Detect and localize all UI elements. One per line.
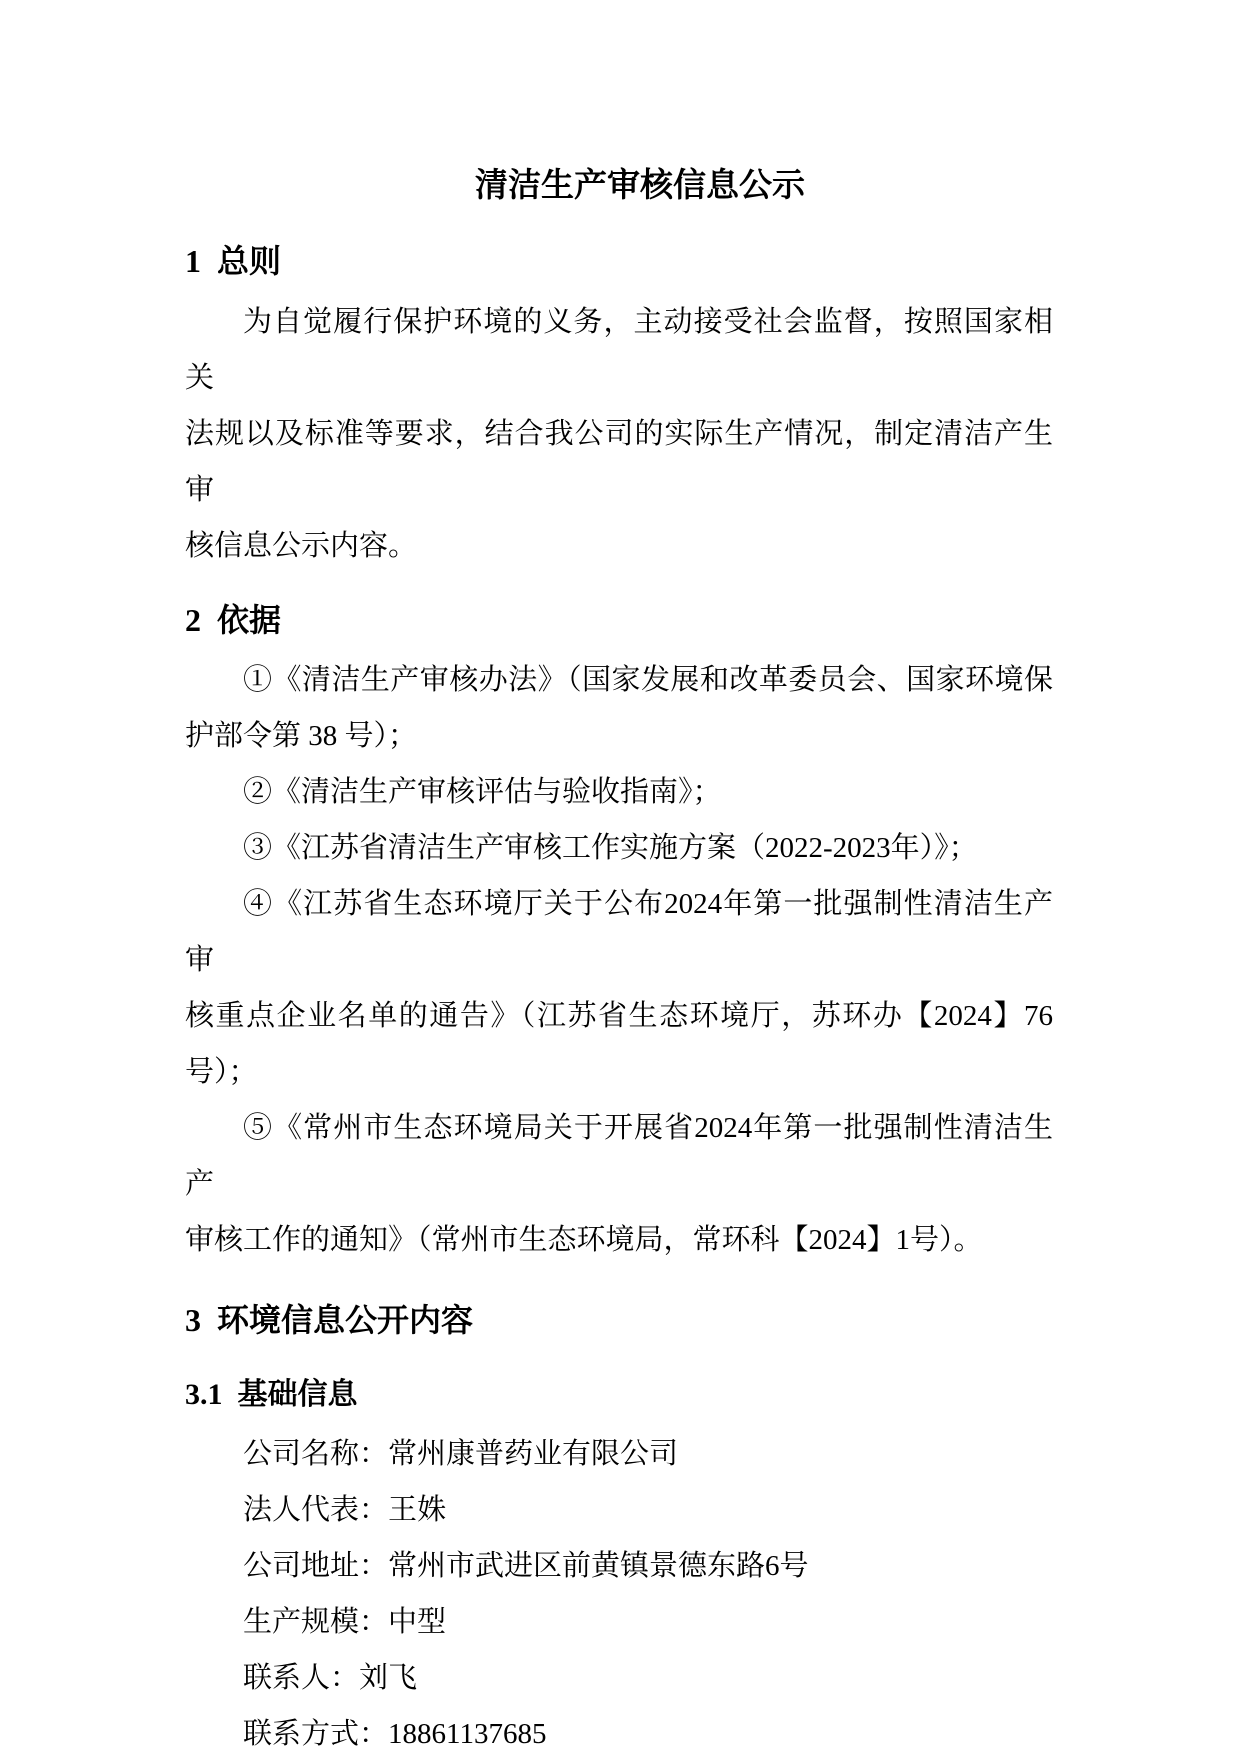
info-line-address	[185, 1538, 1053, 1594]
info-line-contact-person	[185, 1650, 1053, 1706]
heading-general: 1 总则	[185, 243, 282, 279]
paragraph-line: 法规以及标准等要求，结合我公司的实际生产情况，制定清洁产生审	[185, 418, 1053, 506]
basis-item-line: 审核工作的通知》（常州市生态环境局，常环科【2024】1号）。	[185, 1224, 983, 1256]
basis-item-line: ①《清洁生产审核办法》（国家发展和改革委员会、国家环境保	[243, 664, 1053, 696]
info-line-contact-phone	[185, 1706, 1053, 1753]
info-value: 刘飞	[359, 1662, 418, 1694]
info-label: 生产规模：	[243, 1606, 389, 1638]
info-label: 公司名称：	[243, 1438, 389, 1470]
info-label: 公司地址：	[243, 1550, 389, 1582]
basis-item-line: ④《江苏省生态环境厅关于公布2024年第一批强制性清洁生产审	[185, 888, 1053, 976]
paragraph-line: 为自觉履行保护环境的义务，主动接受社会监督，按照国家相关	[185, 306, 1053, 394]
heading-basis: 2 依据	[185, 602, 282, 638]
info-value: 王姝	[388, 1494, 447, 1526]
paragraph-line: 核信息公示内容。	[185, 530, 418, 562]
info-label: 联系方式：	[243, 1718, 389, 1750]
info-label: 法人代表：	[243, 1494, 389, 1526]
basis-item-line: 号）；	[185, 1056, 258, 1088]
basis-item-line: ③《江苏省清洁生产审核工作实施方案（2022-2023年）》；	[243, 832, 978, 864]
info-label: 联系人：	[243, 1662, 360, 1694]
info-line-legal-rep	[185, 1482, 1053, 1538]
info-value: 常州市武进区前黄镇景德东路6号	[388, 1550, 809, 1582]
basis-item-line: 核重点企业名单的通告》（江苏省生态环境厅，苏环办【2024】76	[185, 1000, 1053, 1032]
basis-item-line: ②《清洁生产审核评估与验收指南》；	[243, 776, 722, 808]
info-line-scale	[185, 1594, 1053, 1650]
heading-basic-info: 3.1 基础信息	[185, 1378, 358, 1411]
info-value: 常州康普药业有限公司	[388, 1438, 679, 1470]
basis-item-line: ⑤《常州市生态环境局关于开展省2024年第一批强制性清洁生产	[185, 1112, 1053, 1200]
info-value: 18861137685	[388, 1718, 547, 1750]
info-line-company-name	[185, 1426, 1053, 1482]
info-value: 中型	[388, 1606, 447, 1638]
doc-title: 清洁生产审核信息公示	[475, 166, 805, 203]
basis-item-line: 护部令第 38 号）；	[185, 720, 418, 752]
heading-disclosure: 3 环境信息公开内容	[185, 1302, 474, 1338]
